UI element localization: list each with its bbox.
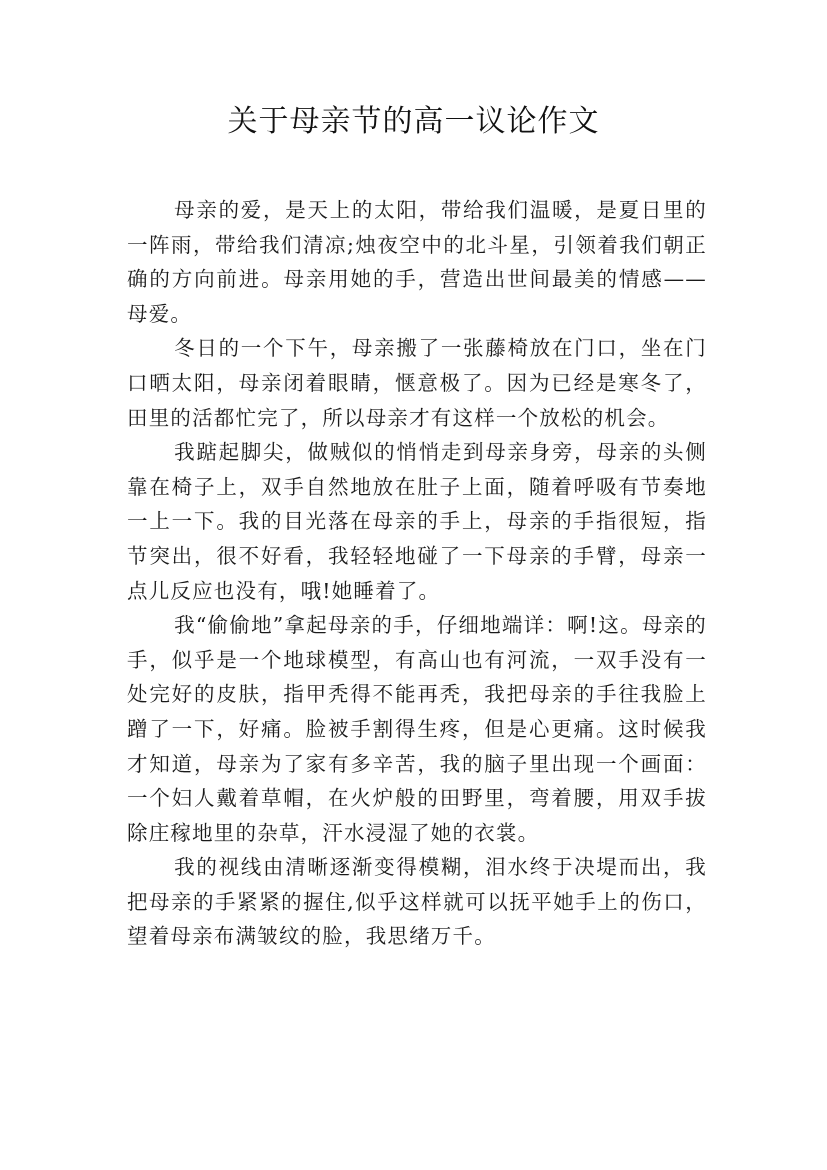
paragraph-1: 母亲的爱，是天上的太阳，带给我们温暖，是夏日里的一阵雨，带给我们清凉;烛夜空中的北斗星，引领着我们朝正确的方向前进。母亲用她的手，营造出世间最美的情感——母爱。 — [127, 198, 707, 326]
essay-body — [127, 193, 707, 954]
paragraph-3: 我踮起脚尖，做贼似的悄悄走到母亲身旁，母亲的头侧靠在椅子上，双手自然地放在肚子上面，随着呼吸有节奏地一上一下。我的目光落在母亲的手上，母亲的手指很短，指节突出，很不好看，我轻轻地碰了一下母亲的手臂，母亲一点儿反应也没有，哦!她睡着了。 — [127, 440, 707, 603]
paragraph-5: 我的视线由清晰逐渐变得模糊，泪水终于决堤而出，我把母亲的手紧紧的握住,似乎这样就可以抚平她手上的伤口，望着母亲布满皱纹的脸，我思绪万千。 — [127, 855, 707, 949]
paragraph-4: 我“偷偷地”拿起母亲的手，仔细地端详：啊!这。母亲的手，似乎是一个地球模型，有高山也有河流，一双手没有一处完好的皮肤，指甲秃得不能再秃，我把母亲的手往我脸上蹭了一下，好痛。脸被手割得生疼，但是心更痛。这时候我才知道，母亲为了家有多辛苦，我的脑子里出现一个画面：一个妇人戴着草帽，在火炉般的田野里，弯着腰，用双手拔除庄稼地里的杂草，汗水浸湿了她的衣裳。 — [127, 613, 707, 845]
paragraph-2: 冬日的一个下午，母亲搬了一张藤椅放在门口，坐在门口晒太阳，母亲闭着眼睛，惬意极了。因为已经是寒冬了，田里的活都忙完了，所以母亲才有这样一个放松的机会。 — [127, 336, 707, 430]
document-title: 关于母亲节的高一议论作文 — [227, 104, 600, 139]
